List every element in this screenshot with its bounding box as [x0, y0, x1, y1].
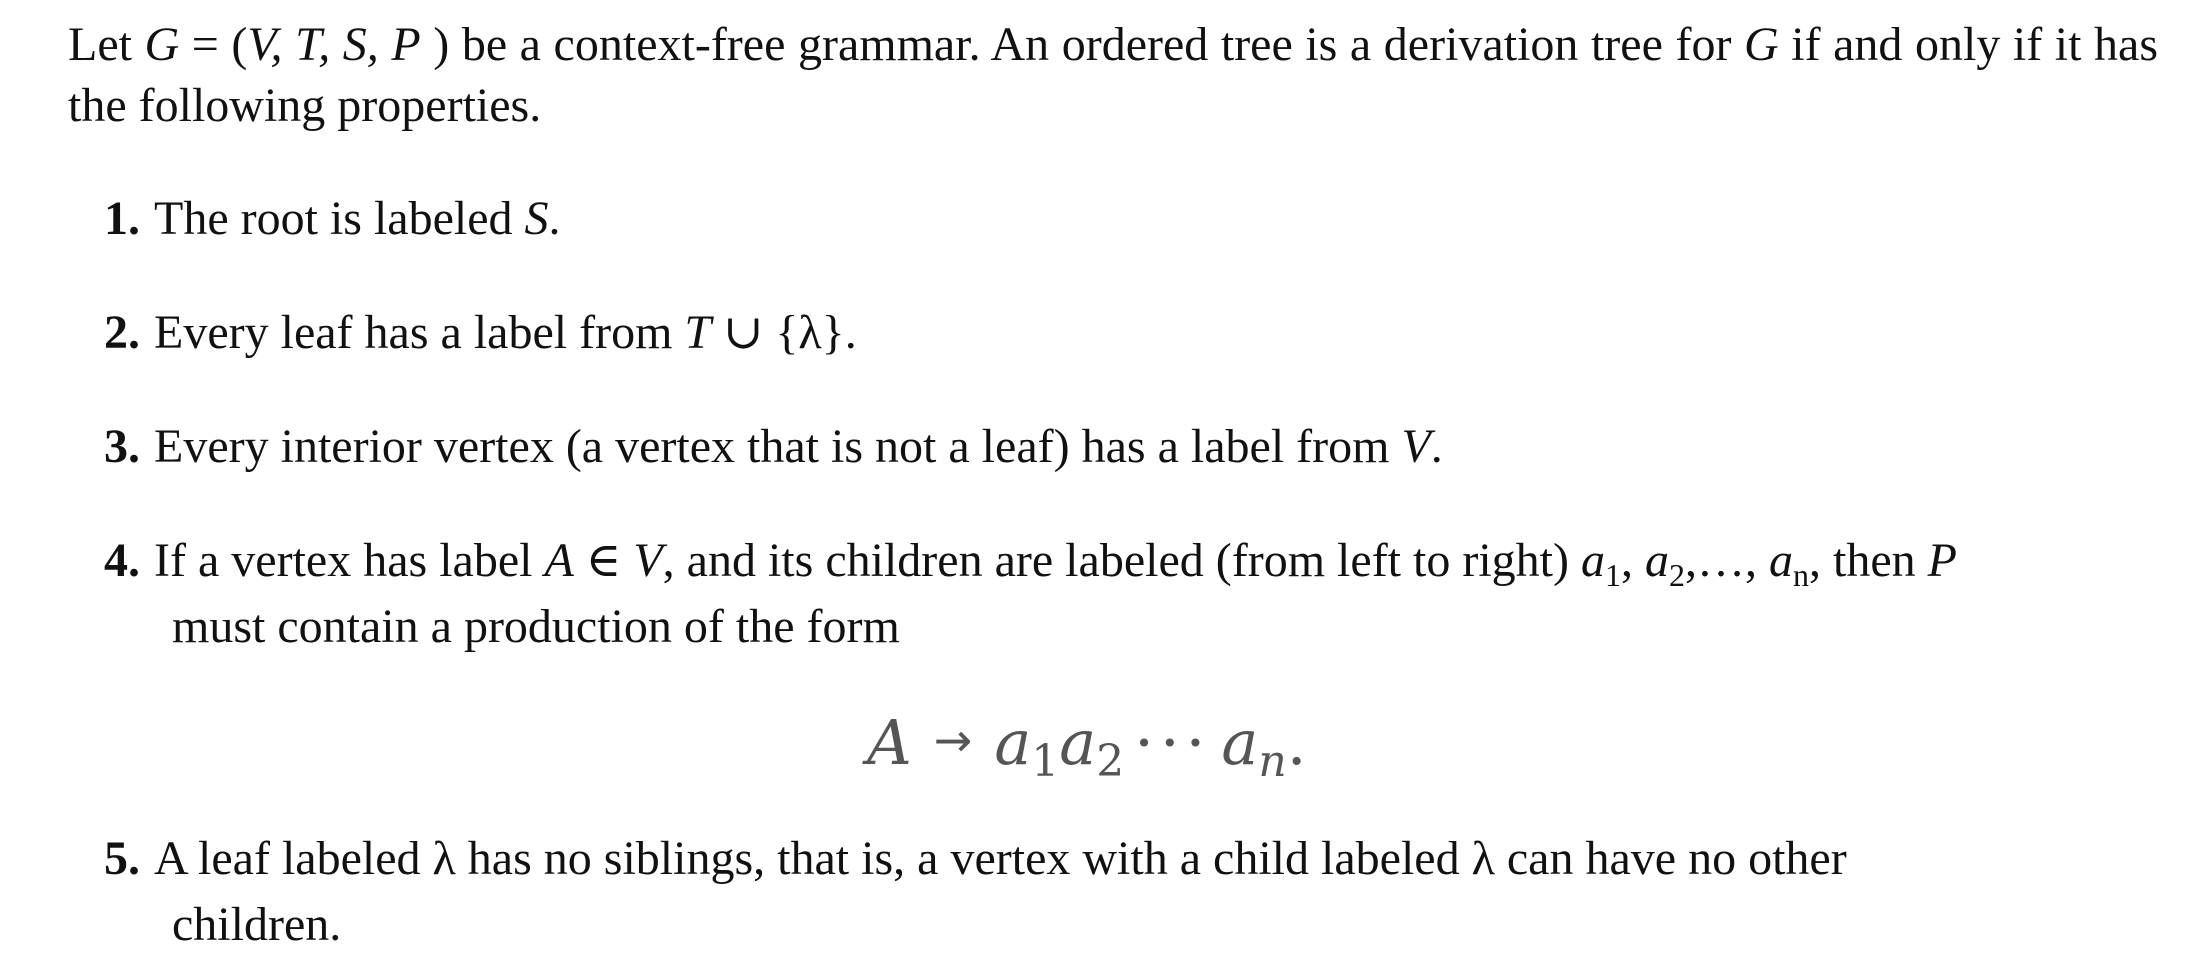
math-a: A	[544, 534, 574, 587]
property-number: 2.	[104, 306, 140, 359]
formula-subscript-n: n	[1258, 736, 1287, 787]
separator-ellipsis: ,…,	[1684, 534, 1769, 587]
formula-subscript-2: 2	[1096, 736, 1125, 787]
math-s: S	[524, 192, 549, 245]
separator: ,	[1620, 534, 1645, 587]
math-v: V	[1401, 420, 1431, 473]
property-3	[104, 414, 2154, 480]
property-text-middle: , and its children are labeled (from left to right)	[662, 534, 1581, 587]
math-v: V,	[247, 18, 296, 71]
property-text: Every leaf has a label from	[154, 306, 685, 359]
intro-text-2: = (	[179, 18, 248, 71]
intro-paragraph	[68, 14, 2158, 136]
property-text-end: .	[1430, 420, 1443, 473]
property-text: A leaf labeled λ has no siblings, that is, a vertex with a child labeled λ can have no other	[154, 832, 1847, 885]
math-t: T	[684, 306, 712, 359]
formula-a1: a	[994, 706, 1032, 779]
intro-text-4: if and only if it has the following properties.	[68, 18, 2158, 132]
subscript-1: 1	[1604, 557, 1621, 593]
math-an: a	[1768, 534, 1793, 587]
property-text-then: , then	[1808, 534, 1928, 587]
formula-period: .	[1286, 706, 1307, 779]
math-grammar-g: G	[144, 18, 180, 71]
property-text: The root is labeled	[154, 192, 525, 245]
math-p: P	[391, 18, 421, 71]
formula-a2: a	[1059, 706, 1097, 779]
property-number: 5.	[104, 832, 140, 885]
subscript-n: n	[1792, 557, 1809, 593]
property-text: Every interior vertex (a vertex that is not a leaf) has a label from	[154, 420, 1402, 473]
math-v: V	[633, 534, 663, 587]
property-continuation: children.	[172, 898, 342, 951]
intro-text-1: Let	[68, 18, 145, 71]
math-p: P	[1927, 534, 1957, 587]
property-number: 3.	[104, 420, 140, 473]
formula-dots: ···	[1134, 706, 1212, 779]
math-s: S,	[342, 18, 392, 71]
formula-subscript-1: 1	[1031, 736, 1060, 787]
property-continuation: must contain a production of the form	[172, 600, 900, 653]
subscript-2: 2	[1668, 557, 1685, 593]
property-2	[104, 300, 2154, 366]
property-4	[104, 528, 2154, 660]
property-text-end: ∪ {λ}.	[711, 306, 857, 359]
intro-text-3: ) be a context-free grammar. An ordered tree is a derivation tree for	[420, 18, 1744, 71]
formula-lhs: A	[867, 706, 912, 779]
production-formula	[867, 700, 1387, 787]
arrow-symbol: →	[933, 713, 973, 767]
math-a2: a	[1644, 534, 1669, 587]
element-of-symbol: ∈	[573, 534, 634, 587]
property-text-end: .	[548, 192, 561, 245]
math-grammar-g-2: G	[1744, 18, 1779, 71]
property-1	[104, 186, 2154, 252]
formula-an: a	[1221, 706, 1259, 779]
math-t: T,	[295, 18, 343, 71]
property-text: If a vertex has label	[154, 534, 545, 587]
math-a1: a	[1580, 534, 1605, 587]
property-5	[104, 826, 2154, 958]
property-number: 4.	[104, 534, 140, 587]
property-number: 1.	[104, 192, 140, 245]
